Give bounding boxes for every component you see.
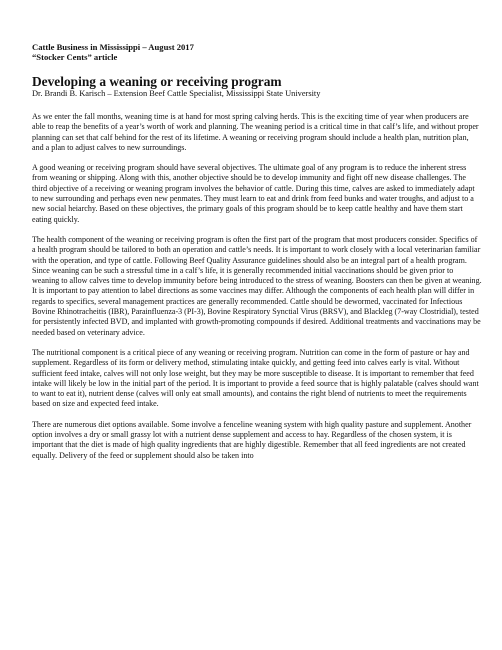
paragraph-health: The health component of the weaning or receiving program is often the first part of the program that most producers consider. Specifics of a health program should be tailored to both an operation and cattle’s needs. It is important to work closely with a local veterinarian familiar with the operation, and type of cattle. Following Beef Quality Assurance guidelines should also be an integral part of a health program. Since weaning can be such a stressful time in a calf’s life, it is generally recommended initial vaccinations should be given prior to weaning to allow calves time to develop immunity before being introduced to the stress of weaning. Boosters can then be given at weaning. It is important to pay attention to label directions as some vaccines may differ. Although the components of each health plan will differ in regards to specifics, several management practices are generally recommended. Cattle should be dewormed, vaccinated for Infectious Bovine Rhinotracheitis (IBR), Parainfluenza-3 (PI-3), Bovine Respiratory Synctial Virus (BRSV), and Blackleg (7-way Clostridial), tested for persistently infected BVD, and implanted with growth-promoting compounds if desired. Additional treatments and vaccinations may be needed based on veterinary advice. bbox=[32, 234, 482, 337]
article-title: Developing a weaning or receiving program bbox=[32, 74, 282, 89]
paragraph-nutrition: The nutritional component is a critical piece of any weaning or receiving program. Nutrition can come in the form of pasture or hay and supplement. Regardless of its form or delivery method, stimulating intake quickly, and getting feed into calves early is vital. Without sufficient feed intake, calves will not only lose weight, but they may be more susceptible to disease. It is important to remember that feed intake will likely be low in the initial part of the period. It is important to provide a feed source that is highly palatable (calves should want to want to eat it), nutrient dense (calves will only eat small amounts), and contains the right blend of nutrients to meet the requirements based on size and expected feed intake. bbox=[32, 347, 479, 409]
article-byline: Dr. Brandi B. Karisch – Extension Beef Cattle Specialist, Mississippi State University bbox=[32, 89, 321, 98]
column-line: “Stocker Cents” article bbox=[32, 52, 118, 62]
publication-line: Cattle Business in Mississippi – August 2017 bbox=[32, 42, 194, 52]
paragraph-objectives: A good weaning or receiving program should have several objectives. The ultimate goal of any program is to reduce the inherent stress from weaning or shipping. Along with this, another objective should be to develop immunity and fight off new disease challenges. The third objective of a receiving or weaning program involves the behavior of cattle. During this time, calves are asked to immediately adapt to new surrounding and perhaps even new penmates. They must learn to eat and drink from feed bunks and water troughs, and adjust to a new social heiarchy. Based on these objectives, the primary goals of this program should be to keep cattle healthy and have them start eating quickly. bbox=[32, 163, 475, 224]
paragraph-intro: As we enter the fall months, weaning time is at hand for most spring calving herds. This is the exciting time of year when producers are able to reap the benefits of a year’s worth of work and planning. The weaning period is a critical time in that calf’s life, and without proper planning can set that calf behind for the rest of its lifetime. A weaning or receiving program should include a health plan, nutrition plan, and a plan to adjust calves to new surroundings. bbox=[32, 112, 479, 152]
paragraph-diet-options: There are numerous diet options available. Some involve a fenceline weaning system with high quality pasture and supplement. Another option involves a dry or small grassy lot with a nutrient dense supplement and access to hay. Regardless of the chosen system, it is important that the diet is made of high quality ingredients that are highly digestible. Remember that all feed ingredients are not created equally. Delivery of the feed or supplement should also be taken into bbox=[32, 419, 472, 460]
document-page bbox=[32, 42, 482, 461]
